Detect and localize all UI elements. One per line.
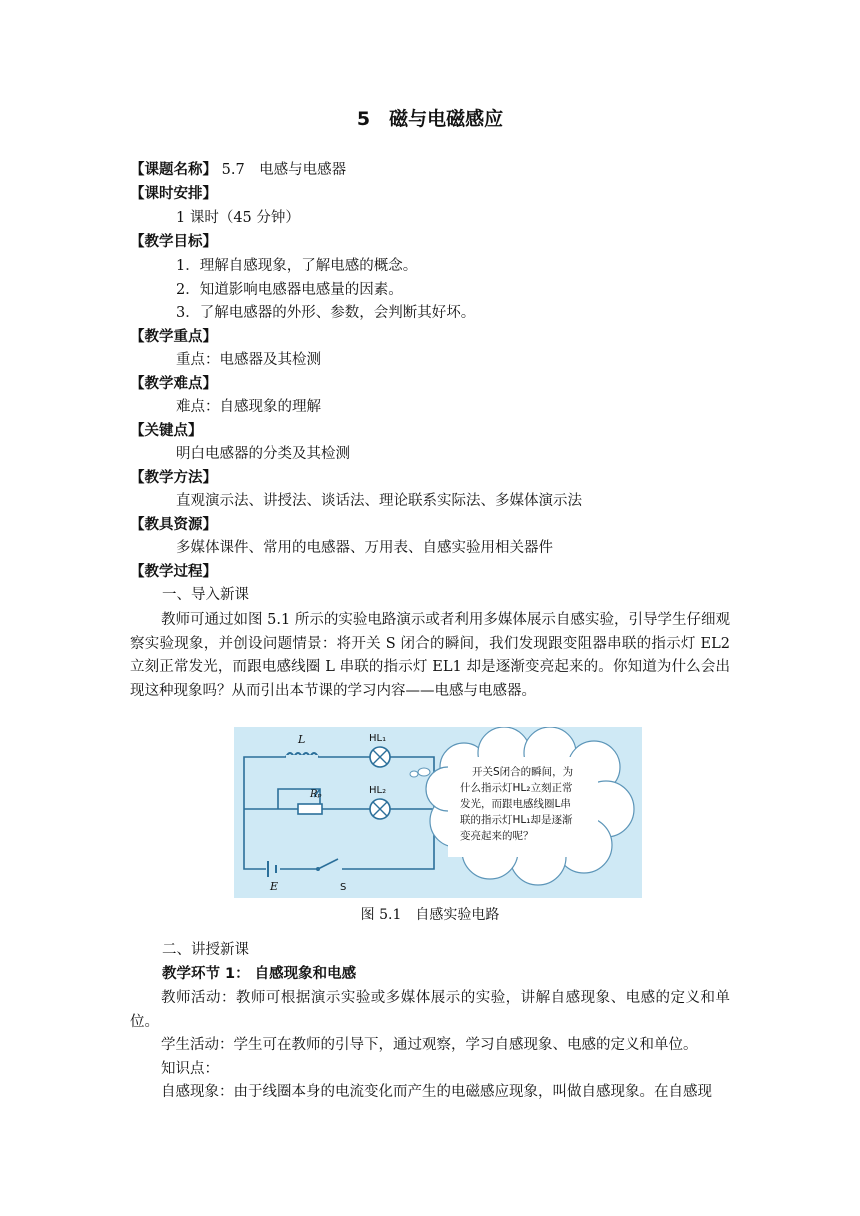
schedule-value: 1 课时（45 分钟） [176, 210, 300, 226]
self-induction-text: 自感现象：由于线圈本身的电流变化而产生的电磁感应现象，叫做自感现象。在自感现 [161, 1084, 712, 1100]
label-e: E [270, 880, 279, 893]
resources-value: 多媒体课件、常用的电感器、万用表、自感实验用相关器件 [176, 540, 553, 556]
step-heading: 二、讲授新课 [162, 942, 249, 958]
student-activity: 学生活动：学生可在教师的引导下，通过观察，学习自感现象、电感的定义和单位。 [161, 1037, 698, 1053]
circuit-figure [234, 727, 642, 898]
schedule-label: 【课时安排】 [130, 186, 217, 202]
lamp-hl2-icon [370, 799, 390, 819]
key-point-value: 重点：电感器及其检测 [176, 352, 321, 368]
lesson-name-value: 5.7 电感与电感器 [221, 162, 347, 178]
bubble-line: 发光，而跟电感线圈L串 [460, 798, 571, 810]
page-title: 5 磁与电磁感应 [356, 108, 504, 130]
bubble-line: 联的指示灯HL₁却是逐渐 [460, 814, 573, 826]
resources-label: 【教具资源】 [130, 517, 217, 533]
objectives-label: 【教学目标】 [130, 234, 217, 250]
label-l: L [298, 733, 306, 746]
objective-item: 2．知道影响电感器电感量的因素。 [176, 282, 403, 298]
label-hl1: HL₁ [369, 733, 387, 744]
segment-title: 教学环节 1： 自感现象和电感 [162, 966, 357, 982]
lamp-hl1-icon [370, 747, 390, 767]
figure-caption: 图 5.1 自感实验电路 [360, 907, 500, 923]
difficulty-value: 难点：自感现象的理解 [176, 399, 321, 415]
label-hl2: HL₂ [369, 785, 387, 796]
critical-label: 【关键点】 [130, 423, 203, 439]
rheostat-icon [298, 804, 322, 814]
key-point-label: 【教学重点】 [130, 329, 217, 345]
bubble-line: 变亮起来的呢？ [460, 830, 534, 842]
objective-item: 1．理解自感现象，了解电感的概念。 [176, 258, 418, 274]
intro-paragraph: 教师可通过如图 5.1 所示的实验电路演示或者利用多媒体展示自感实验，引导学生仔细观察实验现象，并创设问题情景：将开关 S 闭合的瞬间，我们发现跟变阻器串联的指示灯 EL2 立刻正常发光，而跟电感线圈 L 串联的指示灯 EL1 却是逐渐变亮起来的。你知道为什么会出现这种现象吗？从而引出本节课的学习内容——电感与电感器。 [130, 612, 730, 699]
difficulty-label: 【教学难点】 [130, 376, 217, 392]
lesson-name-label: 【课题名称】 [130, 162, 217, 178]
knowledge-label: 知识点： [161, 1061, 219, 1077]
critical-value: 明白电感器的分类及其检测 [176, 446, 350, 462]
process-label: 【教学过程】 [130, 564, 217, 580]
teacher-activity: 教师活动：教师可根据演示实验或多媒体展示的实验，讲解自感现象、电感的定义和单位。 [130, 990, 730, 1030]
thought-trail [410, 768, 430, 777]
outer-wire [244, 757, 434, 869]
step-heading: 一、导入新课 [162, 587, 249, 603]
label-s: S [340, 882, 347, 893]
bubble-line: 什么指示灯HL₂立刻正常 [460, 782, 573, 794]
bubble-line: 开关S闭合的瞬间，为 [472, 766, 574, 778]
lesson-name-row [130, 160, 346, 180]
label-rp: Rₚ [310, 789, 322, 800]
circuit-diagram [234, 727, 642, 898]
methods-label: 【教学方法】 [130, 470, 217, 486]
methods-value: 直观演示法、讲授法、谈话法、理论联系实际法、多媒体演示法 [176, 493, 582, 509]
objective-item: 3．了解电感器的外形、参数，会判断其好坏。 [176, 305, 476, 321]
